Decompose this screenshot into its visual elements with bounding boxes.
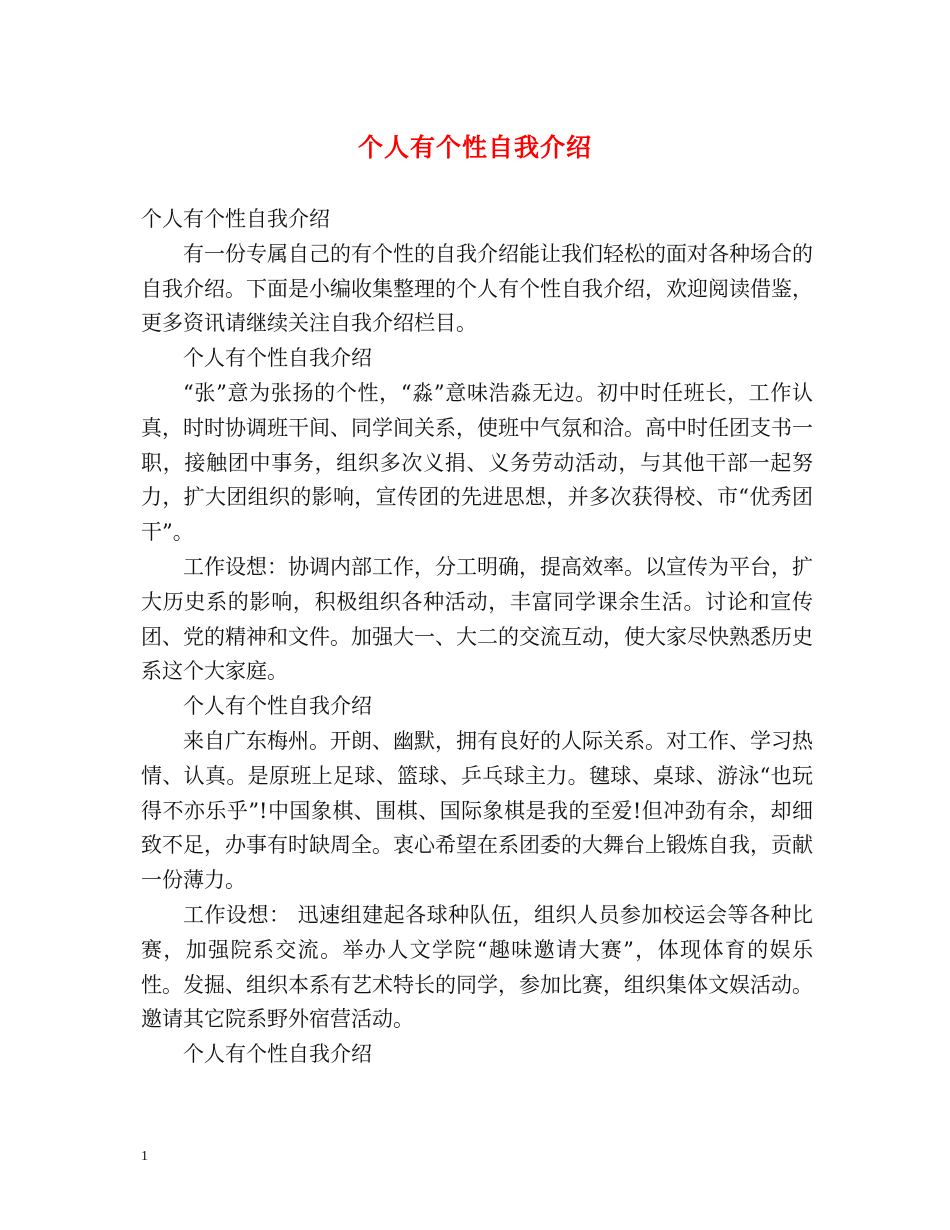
paragraph-work-plan: 工作设想：协调内部工作，分工明确，提高效率。以宣传为平台，扩大历史系的影响，积极组织各种活动，丰富同学课余生活。讨论和宣传团、党的精神和文件。加强大一、大二的交流互动，使大家尽快熟悉历史系这个大家庭。 <box>141 554 813 684</box>
page-number: 1 <box>141 1149 148 1164</box>
paragraph-section-heading: 个人有个性自我介绍 <box>183 1042 372 1067</box>
paragraph-section-heading: 个人有个性自我介绍 <box>183 694 372 719</box>
paragraph-background: 来自广东梅州。开朗、幽默，拥有良好的人际关系。对工作、学习热情、认真。是原班上足球、篮球、乒乓球主力。毽球、桌球、游泳“也玩得不亦乐乎”!中国象棋、围棋、国际象棋是我的至爱!但冲劲有余，却细致不足，办事有时缺周全。衷心希望在系团委的大舞台上锻炼自我，贡献一份薄力。 <box>141 728 813 893</box>
paragraph-intro: 有一份专属自己的有个性的自我介绍能让我们轻松的面对各种场合的自我介绍。下面是小编收集整理的个人有个性自我介绍，欢迎阅读借鉴，更多资讯请继续关注自我介绍栏目。 <box>141 241 813 336</box>
paragraph-heading: 个人有个性自我介绍 <box>141 207 330 231</box>
document-title: 个人有个性自我介绍 <box>357 133 592 162</box>
paragraph-work-plan: 工作设想： 迅速组建起各球种队伍，组织人员参加校运会等各种比赛，加强院系交流。举办人文学院“趣味邀请大赛”，体现体育的娱乐性。发掘、组织本系有艺术特长的同学，参加比赛，组织集体文娱活动。邀请其它院系野外宿营活动。 <box>141 902 813 1032</box>
paragraph-experience: “张”意为张扬的个性，“淼”意味浩淼无边。初中时任班长，工作认真，时时协调班干间、同学间关系，使班中气氛和洽。高中时任团支书一职，接触团中事务，组织多次义捐、义务劳动活动，与其他干部一起努力，扩大团组织的影响，宣传团的先进思想，并多次获得校、市“优秀团干”。 <box>141 380 813 545</box>
document-body <box>141 202 813 1072</box>
paragraph-section-heading: 个人有个性自我介绍 <box>183 346 372 371</box>
